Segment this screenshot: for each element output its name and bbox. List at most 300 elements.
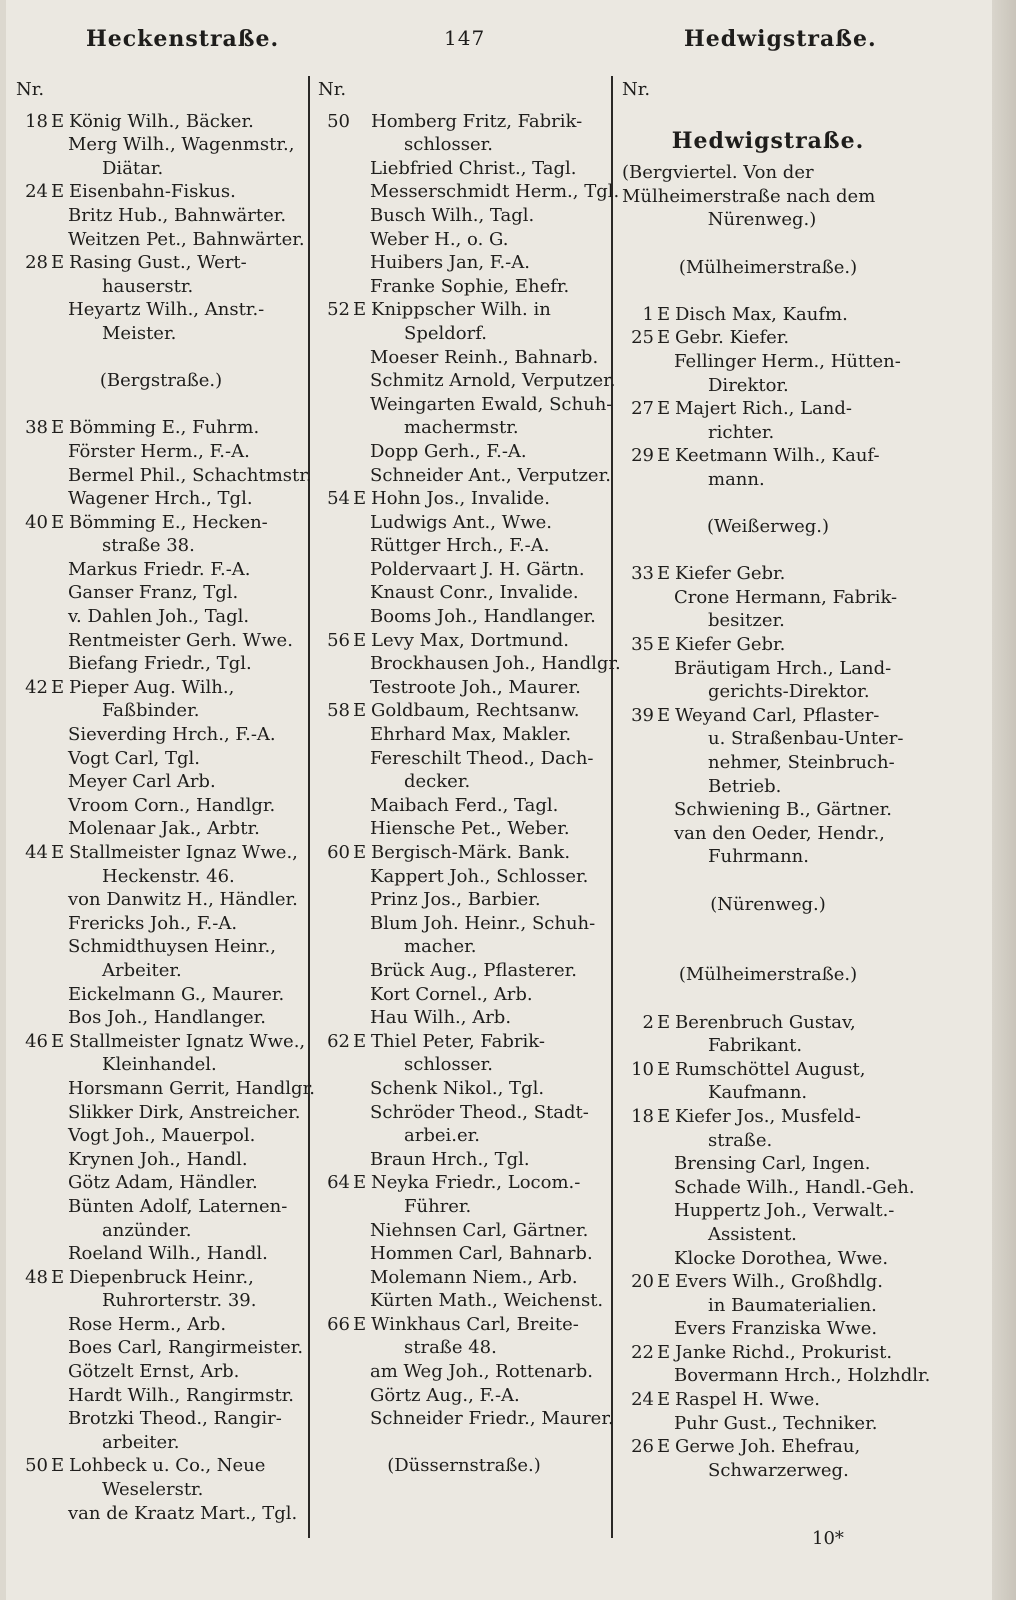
entry-text: schlosser. xyxy=(404,134,493,156)
entry-text: Weitzen Pet., Bahnwärter. xyxy=(68,228,305,250)
entry-text: u. Straßenbau-Unter- xyxy=(708,728,904,750)
entry-text: Maibach Ferd., Tagl. xyxy=(370,794,559,816)
entry-text: Faßbinder. xyxy=(102,700,200,722)
house-number: 62 xyxy=(327,1030,350,1052)
entry-text: Fabrikant. xyxy=(708,1035,803,1057)
directory-entry xyxy=(622,1435,914,1459)
directory-entry xyxy=(622,350,914,374)
entry-text: Gerwe Joh. Ehefrau, xyxy=(675,1436,861,1458)
directory-entry xyxy=(16,1336,306,1360)
entry-text: Meister. xyxy=(102,322,177,344)
description-line: Nürenweg.) xyxy=(707,209,817,231)
directory-entry xyxy=(622,1058,914,1082)
house-number: 1 xyxy=(642,303,654,325)
nr-heading: Nr. xyxy=(318,79,347,100)
entry-text: Assistent. xyxy=(708,1223,797,1245)
entry-text: Neyka Friedr., Locom.- xyxy=(371,1172,581,1194)
house-number: 64 xyxy=(327,1172,350,1194)
column-2 xyxy=(318,78,621,1478)
house-number: 33 xyxy=(631,563,654,585)
entry-text: v. Dahlen Joh., Tagl. xyxy=(68,606,250,628)
entry-text: Bergisch-Märk. Bank. xyxy=(371,842,571,863)
spacer xyxy=(622,232,914,256)
entry-text: Franke Sophie, Ehefr. xyxy=(370,275,570,297)
entry-text: Roeland Wilh., Handl. xyxy=(68,1243,268,1265)
house-number: 44 xyxy=(25,842,48,863)
entry-text: Sieverding Hrch., F.-A. xyxy=(68,724,276,746)
entry-text: anzünder. xyxy=(102,1219,192,1241)
entry-text: van de Kraatz Mart., Tgl. xyxy=(68,1502,298,1524)
page-gutter xyxy=(0,0,6,1600)
directory-entry xyxy=(318,888,610,912)
directory-entry xyxy=(16,652,306,676)
column-rule-1 xyxy=(308,76,310,1538)
entry-text: Betrieb. xyxy=(708,775,782,797)
directory-entry xyxy=(622,1223,914,1247)
owner-mark: E xyxy=(657,1011,671,1033)
directory-entry xyxy=(16,1384,306,1408)
entry-text: Messerschmidt Herm., Tgl. xyxy=(370,181,620,203)
directory-entry xyxy=(16,959,306,983)
entry-text: arbei.er. xyxy=(404,1125,480,1147)
entry-text: Blum Joh. Heinr., Schuh- xyxy=(370,912,596,934)
directory-entry xyxy=(318,1289,610,1313)
owner-mark: E xyxy=(353,299,367,321)
directory-entry xyxy=(622,727,914,751)
entry-text: Bräutigam Hrch., Land- xyxy=(674,657,892,679)
directory-entry xyxy=(16,1077,315,1101)
directory-entry xyxy=(16,133,306,157)
entry-text: Schmidthuysen Heinr., xyxy=(68,936,276,958)
cross-street-heading: (Mülheimerstraße.) xyxy=(678,256,858,278)
directory-entry xyxy=(16,298,306,322)
directory-entry xyxy=(318,699,610,723)
house-number: 18 xyxy=(25,110,48,132)
entry-text: Kiefer Gebr. xyxy=(675,634,786,656)
directory-entry xyxy=(318,180,620,204)
directory-entry xyxy=(622,751,914,775)
house-number: 50 xyxy=(25,1455,48,1477)
directory-entry xyxy=(318,747,610,771)
page-edge xyxy=(992,0,1016,1600)
directory-entry xyxy=(622,1388,914,1412)
entry-text: Bünten Adolf, Laternen- xyxy=(68,1195,288,1217)
directory-entry xyxy=(318,770,610,794)
directory-entry xyxy=(16,1502,306,1526)
directory-entry xyxy=(318,1124,610,1148)
entry-text: Rentmeister Gerh. Wwe. xyxy=(68,629,293,651)
entry-text: macher. xyxy=(404,936,477,958)
entry-text: Ehrhard Max, Makler. xyxy=(370,724,572,746)
owner-mark: E xyxy=(353,629,367,651)
entry-text: Molenaar Jak., Arbtr. xyxy=(68,818,260,840)
directory-entry xyxy=(622,586,914,610)
directory-entry xyxy=(622,845,914,869)
entry-text: Schenk Nikol., Tgl. xyxy=(370,1077,545,1099)
directory-entry xyxy=(622,1129,914,1153)
entry-text: Weyand Carl, Pflaster- xyxy=(675,704,880,726)
entry-text: Markus Friedr. F.-A. xyxy=(68,558,251,580)
entry-text: Kürten Math., Weichenst. xyxy=(370,1290,604,1312)
directory-entry xyxy=(16,841,306,865)
directory-entry xyxy=(318,605,610,629)
entry-text: Eickelmann G., Maurer. xyxy=(68,983,285,1005)
directory-entry xyxy=(622,1247,914,1271)
entry-text: Rose Herm., Arb. xyxy=(68,1313,227,1335)
directory-entry xyxy=(318,794,610,818)
directory-entry xyxy=(16,1053,306,1077)
directory-entry xyxy=(16,1478,306,1502)
directory-entry xyxy=(16,770,306,794)
directory-entry xyxy=(318,1006,610,1030)
directory-entry xyxy=(318,204,610,228)
owner-mark: E xyxy=(51,417,65,439)
entry-text: Frericks Joh., F.-A. xyxy=(68,912,238,934)
owner-mark: E xyxy=(353,842,367,863)
directory-entry xyxy=(16,983,306,1007)
directory-entry xyxy=(16,228,306,252)
entry-text: nehmer, Steinbruch- xyxy=(708,752,895,774)
entry-text: Keetmann Wilh., Kauf- xyxy=(675,445,880,467)
house-number: 10 xyxy=(631,1058,654,1080)
entry-text: Vogt Carl, Tgl. xyxy=(68,747,200,769)
directory-entry xyxy=(318,228,610,252)
directory-entry xyxy=(16,322,306,346)
directory-entry xyxy=(16,1195,306,1219)
directory-entry xyxy=(16,1124,306,1148)
house-number: 22 xyxy=(631,1341,654,1363)
entry-text: Rumschöttel August, xyxy=(675,1058,866,1080)
owner-mark: E xyxy=(353,700,367,722)
entry-text: Schröder Theod., Stadt- xyxy=(370,1101,589,1123)
house-number: 26 xyxy=(631,1436,654,1458)
entry-text: Puhr Gust., Techniker. xyxy=(674,1412,878,1434)
entry-text: Majert Rich., Land- xyxy=(675,398,852,420)
directory-entry xyxy=(318,110,610,134)
directory-entry xyxy=(16,157,306,181)
directory-entry xyxy=(622,1459,914,1483)
directory-entry xyxy=(622,704,914,728)
owner-mark: E xyxy=(353,1313,367,1335)
entry-text: Bömming E., Fuhrm. xyxy=(69,417,260,439)
cross-street-heading: (Weißerweg.) xyxy=(706,516,830,538)
entry-text: Schmitz Arnold, Verputzer. xyxy=(370,370,616,392)
entry-text: Braun Hrch., Tgl. xyxy=(370,1148,530,1170)
house-number: 39 xyxy=(631,704,654,726)
entry-text: Schade Wilh., Handl.-Geh. xyxy=(674,1176,915,1198)
directory-entry xyxy=(16,865,306,889)
entry-text: Niehnsen Carl, Gärtner. xyxy=(370,1219,589,1241)
directory-entry xyxy=(16,511,306,535)
entry-text: Speldorf. xyxy=(404,322,487,344)
directory-entry xyxy=(16,935,306,959)
entry-text: Thiel Peter, Fabrik- xyxy=(371,1030,545,1052)
directory-entry xyxy=(622,326,914,350)
entry-text: mann. xyxy=(708,468,765,490)
entry-text: Janke Richd., Prokurist. xyxy=(675,1341,893,1363)
directory-entry xyxy=(16,1006,306,1030)
house-number: 42 xyxy=(25,676,48,698)
directory-entry xyxy=(318,298,610,322)
entry-text: Brockhausen Joh., Handlgr. xyxy=(370,653,621,675)
entry-text: Moeser Reinh., Bahnarb. xyxy=(370,346,599,368)
entry-text: Evers Wilh., Großhdlg. xyxy=(675,1271,883,1293)
entry-text: Kiefer Gebr. xyxy=(675,563,786,585)
entry-text: Poldervaart J. H. Gärtn. xyxy=(370,558,585,580)
directory-entry xyxy=(318,581,610,605)
house-number: 56 xyxy=(327,629,350,651)
entry-text: Kappert Joh., Schlosser. xyxy=(370,865,589,887)
directory-entry xyxy=(16,487,306,511)
directory-entry xyxy=(318,1171,610,1195)
entry-text: Hohn Jos., Invalide. xyxy=(371,488,550,510)
directory-entry xyxy=(622,822,914,846)
column-1-entries xyxy=(16,110,315,1526)
directory-entry xyxy=(318,912,610,936)
owner-mark: E xyxy=(51,1455,65,1477)
owner-mark: E xyxy=(657,1271,671,1293)
entry-text: Levy Max, Dortmund. xyxy=(371,629,570,651)
directory-entry xyxy=(318,1030,610,1054)
owner-mark: E xyxy=(657,563,671,585)
directory-entry xyxy=(16,1266,306,1290)
directory-entry xyxy=(318,1313,610,1337)
spacer xyxy=(622,279,914,303)
entry-text: Direktor. xyxy=(708,374,789,396)
nr-heading: Nr. xyxy=(16,79,45,100)
description-line: (Bergviertel. Von der xyxy=(622,162,814,184)
entry-text: schlosser. xyxy=(404,1054,493,1076)
entry-text: Crone Hermann, Fabrik- xyxy=(674,586,898,608)
directory-entry xyxy=(318,1407,614,1431)
directory-entry xyxy=(318,487,610,511)
entry-text: Rasing Gust., Wert- xyxy=(69,252,247,274)
directory-entry xyxy=(16,1219,306,1243)
directory-entry xyxy=(622,1270,914,1294)
owner-mark: E xyxy=(353,1030,367,1052)
entry-text: Bömming E., Hecken- xyxy=(69,511,268,533)
house-number: 38 xyxy=(25,417,48,439)
entry-text: Goldbaum, Rechtsanw. xyxy=(371,700,580,722)
street-description xyxy=(622,161,914,232)
entry-text: Slikker Dirk, Anstreicher. xyxy=(68,1101,301,1123)
directory-entry xyxy=(622,397,914,421)
directory-entry xyxy=(16,180,306,204)
owner-mark: E xyxy=(657,398,671,420)
entry-text: Bovermann Hrch., Holzhdlr. xyxy=(674,1365,931,1387)
house-number: 29 xyxy=(631,445,654,467)
directory-entry xyxy=(16,440,306,464)
house-number: 24 xyxy=(631,1389,654,1411)
house-number: 58 xyxy=(327,700,350,722)
signature-mark: 10* xyxy=(812,1528,844,1549)
running-head-right: Hedwigstraße. xyxy=(684,26,877,52)
directory-entry xyxy=(318,652,621,676)
cross-street-heading: (Düssernstraße.) xyxy=(387,1455,541,1477)
directory-entry xyxy=(16,1101,306,1125)
entry-text: Gebr. Kiefer. xyxy=(675,327,790,349)
spacer xyxy=(622,539,914,563)
directory-entry xyxy=(318,676,610,700)
entry-text: Hau Wilh., Arb. xyxy=(370,1007,512,1029)
entry-text: Schneider Friedr., Maurer. xyxy=(370,1408,614,1430)
directory-entry xyxy=(318,393,613,417)
entry-text: Huibers Jan, F.-A. xyxy=(370,252,530,274)
directory-entry xyxy=(318,1242,610,1266)
owner-mark: E xyxy=(51,511,65,533)
owner-mark: E xyxy=(51,1266,65,1288)
directory-entry xyxy=(318,865,610,889)
nr-heading: Nr. xyxy=(622,79,651,100)
directory-entry xyxy=(16,464,312,488)
house-number: 46 xyxy=(25,1030,48,1052)
street-title: Hedwigstraße. xyxy=(671,127,865,154)
entry-text: Raspel H. Wwe. xyxy=(675,1389,821,1411)
spacer xyxy=(622,869,914,893)
entry-text: Booms Joh., Handlanger. xyxy=(370,606,596,628)
directory-entry xyxy=(622,680,914,704)
directory-entry xyxy=(16,204,306,228)
directory-entry xyxy=(318,817,610,841)
directory-entry xyxy=(318,133,610,157)
entry-text: Fellinger Herm., Hütten- xyxy=(674,350,901,372)
house-number: 20 xyxy=(631,1271,654,1293)
directory-entry xyxy=(318,558,610,582)
directory-entry xyxy=(318,1219,610,1243)
directory-entry xyxy=(16,1148,306,1172)
directory-entry xyxy=(16,1407,306,1431)
entry-text: Eisenbahn-Fiskus. xyxy=(69,181,236,203)
directory-entry xyxy=(622,374,914,398)
house-number: 52 xyxy=(327,299,350,321)
entry-text: Fereschilt Theod., Dach- xyxy=(370,747,594,769)
entry-text: Ganser Franz, Tgl. xyxy=(68,582,239,604)
entry-text: straße 38. xyxy=(102,535,195,557)
directory-entry xyxy=(16,1030,306,1054)
entry-text: Bermel Phil., Schachtmstr. xyxy=(68,464,312,486)
directory-entry xyxy=(318,511,610,535)
directory-entry xyxy=(318,841,610,865)
directory-entry xyxy=(318,440,610,464)
entry-text: Knippscher Wilh. in xyxy=(371,299,551,321)
entry-text: Krynen Joh., Handl. xyxy=(68,1148,248,1170)
entry-text: Stallmeister Ignatz Wwe., xyxy=(69,1030,306,1052)
entry-text: Arbeiter. xyxy=(102,959,182,981)
directory-entry xyxy=(622,421,914,445)
entry-text: Winkhaus Carl, Breite- xyxy=(371,1313,579,1335)
entry-text: straße 48. xyxy=(404,1337,497,1359)
entry-text: Testroote Joh., Maurer. xyxy=(370,676,581,698)
house-number: 18 xyxy=(631,1105,654,1127)
entry-text: Ruhrorterstr. 39. xyxy=(102,1290,257,1312)
directory-entry xyxy=(318,251,610,275)
directory-entry xyxy=(318,1360,610,1384)
entry-text: Heyartz Wilh., Anstr.- xyxy=(68,299,265,321)
entry-text: Prinz Jos., Barbier. xyxy=(370,889,541,911)
house-number: 25 xyxy=(631,327,654,349)
entry-text: Pieper Aug. Wilh., xyxy=(69,676,235,698)
directory-entry xyxy=(16,912,306,936)
entry-text: Rüttger Hrch., F.-A. xyxy=(370,535,550,557)
entry-text: Götz Adam, Händler. xyxy=(68,1172,258,1194)
owner-mark: E xyxy=(51,252,65,274)
entry-text: Kaufmann. xyxy=(708,1082,808,1104)
directory-entry xyxy=(16,817,306,841)
spacer xyxy=(622,492,914,516)
directory-entry xyxy=(622,775,914,799)
directory-entry xyxy=(622,1011,914,1035)
directory-entry xyxy=(622,303,914,327)
owner-mark: E xyxy=(657,1058,671,1080)
entry-text: Diätar. xyxy=(102,157,164,179)
directory-entry xyxy=(16,581,306,605)
owner-mark: E xyxy=(657,704,671,726)
owner-mark: E xyxy=(657,1341,671,1363)
entry-text: Hiensche Pet., Weber. xyxy=(370,818,570,840)
entry-text: Merg Wilh., Wagenmstr., xyxy=(68,134,295,156)
directory-entry xyxy=(318,1148,610,1172)
spacer xyxy=(622,987,914,1011)
spacer xyxy=(318,1431,610,1455)
house-number: 28 xyxy=(25,252,48,274)
page-number: 147 xyxy=(444,26,486,50)
spacer xyxy=(16,393,306,417)
entry-text: arbeiter. xyxy=(102,1431,180,1453)
entry-text: Liebfried Christ., Tagl. xyxy=(370,157,577,179)
spacer xyxy=(622,916,914,940)
owner-mark: E xyxy=(51,842,65,863)
entry-text: Führer. xyxy=(404,1195,472,1217)
entry-text: Kiefer Jos., Musfeld- xyxy=(675,1105,861,1127)
directory-entry xyxy=(16,676,306,700)
directory-entry xyxy=(622,798,914,822)
directory-entry xyxy=(622,1364,931,1388)
entry-text: Brück Aug., Pflasterer. xyxy=(370,959,577,981)
directory-entry xyxy=(318,157,610,181)
entry-text: Boes Carl, Rangirmeister. xyxy=(68,1337,304,1359)
directory-entry xyxy=(16,723,306,747)
entry-text: Hommen Carl, Bahnarb. xyxy=(370,1243,593,1265)
entry-text: Diepenbruck Heinr., xyxy=(69,1266,254,1288)
house-number: 54 xyxy=(327,488,350,510)
directory-entry xyxy=(16,251,306,275)
directory-entry xyxy=(622,468,914,492)
directory-entry xyxy=(622,562,914,586)
directory-entry xyxy=(622,633,914,657)
column-1 xyxy=(16,78,315,1525)
directory-entry xyxy=(622,1294,914,1318)
directory-entry xyxy=(622,1034,914,1058)
directory-entry xyxy=(16,1360,306,1384)
directory-entry xyxy=(16,558,306,582)
entry-text: Schwiening B., Gärtner. xyxy=(674,799,892,821)
owner-mark: E xyxy=(657,327,671,349)
directory-entry xyxy=(622,1199,914,1223)
owner-mark: E xyxy=(353,488,367,510)
directory-entry xyxy=(622,1176,914,1200)
spacer xyxy=(622,940,914,964)
directory-entry xyxy=(16,416,306,440)
owner-mark: E xyxy=(657,1105,671,1127)
entry-text: Molemann Niem., Arb. xyxy=(370,1266,578,1288)
directory-entry xyxy=(16,1454,306,1478)
directory-entry xyxy=(622,1152,914,1176)
entry-text: Britz Hub., Bahnwärter. xyxy=(68,204,287,226)
running-head-left: Heckenstraße. xyxy=(86,26,280,52)
house-number: 60 xyxy=(327,842,350,863)
entry-text: Brensing Carl, Ingen. xyxy=(674,1153,871,1175)
entry-text: Heckenstr. 46. xyxy=(102,865,235,887)
